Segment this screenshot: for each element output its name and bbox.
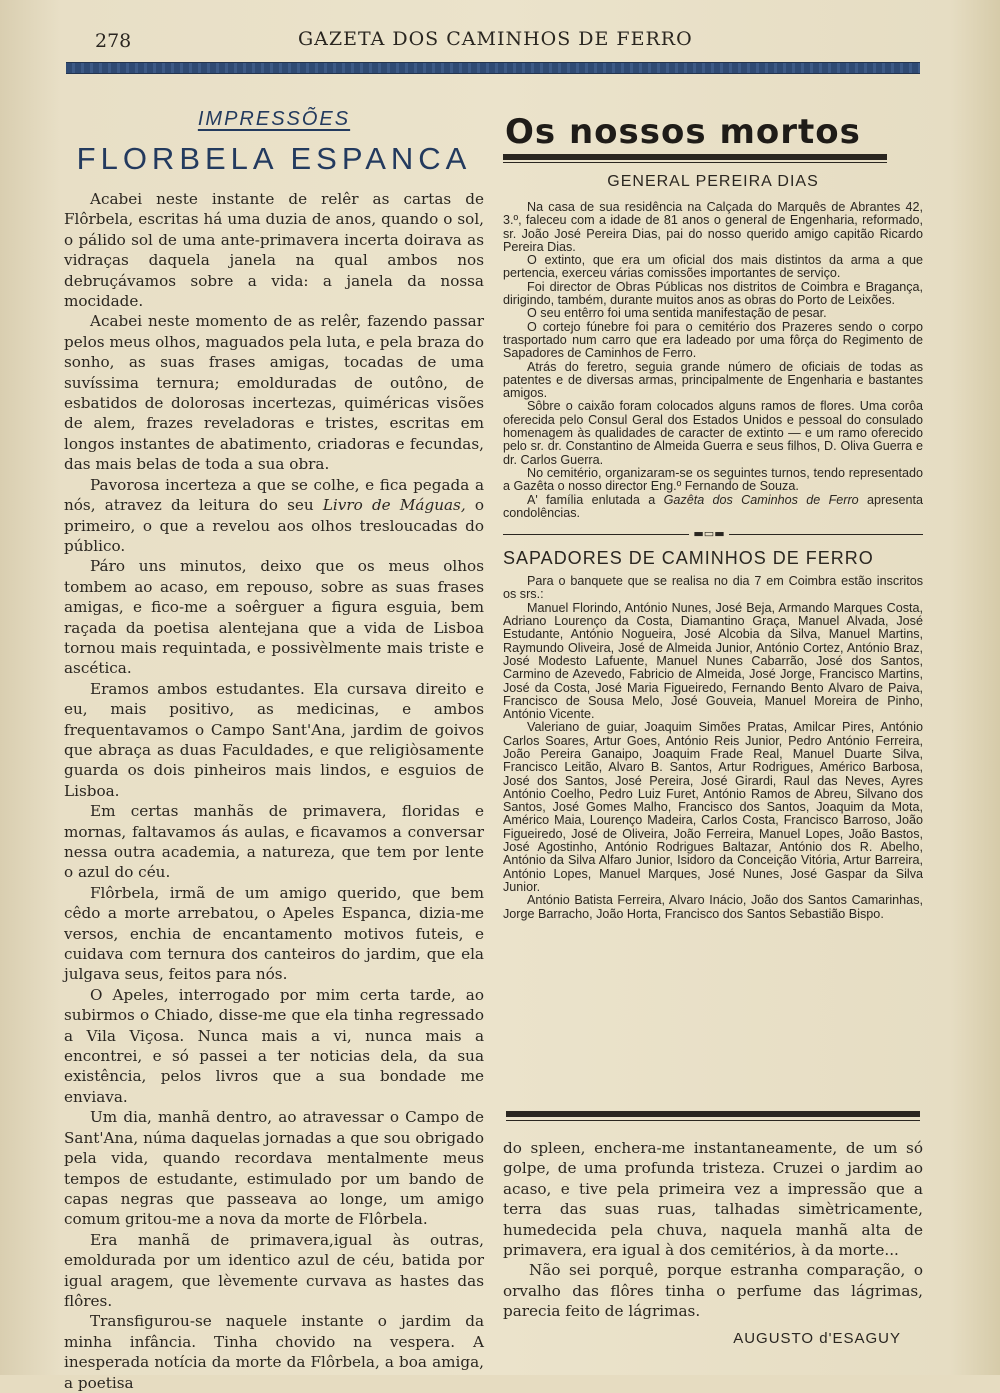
paragraph: António Batista Ferreira, Alvaro Inácio, João dos Santos Camarinhas, Jorge Barracho, João Horta, Francisco dos Santos Sebastião Bispo.	[503, 893, 923, 921]
column-rule	[506, 1111, 920, 1117]
obituary-body	[503, 201, 923, 520]
section-title: SAPADORES DE CAMINHOS DE FERRO	[503, 548, 874, 569]
article-title: FLORBELA ESPANCA	[76, 141, 472, 176]
paragraph: O cortejo fúnebre foi para o cemitério dos Prazeres sendo o corpo trasportado num carro que era ladeado por uma fôrça do Regimento de Sapadores de Caminhos de Ferro.	[503, 319, 923, 361]
train-ornament-icon: ▬▭▬	[689, 528, 729, 540]
section-separator	[503, 526, 923, 542]
paragraph: Sôbre o caixão foram colocados alguns ramos de flores. Uma corôa oferecida pelo Consul Geral dos Estados Unidos e pessoal do consulado homenagem às qualidades de caracter de extinto — e um ramo oferecido pelo sr. dr. Constantino de Almeida Guerra e seus filhos, D. Oliva Guerra e dr. Carlos Guerra.	[503, 399, 923, 467]
left-column	[64, 108, 484, 1393]
paragraph: Manuel Florindo, António Nunes, José Beja, Armando Marques Costa, Adriano Lourenço da Costa, Diamantino Graça, Manuel Alvada, José Estudante, António Nogueira, José Alcobia da Silva, Manuel Martins, Raymundo Oliveira, José de Almeida Junior, António Cortez, António Braz, José Modesto Lafuente, Manuel Nunes Cabarrão, José dos Santos, Carmino de Azevedo, Fabricio de Almeida, José Jorge, Francisco Martins, José da Costa, José Maria Figueiredo, Fernando Bento Alvaro de Paiva, Francisco de Sousa Melo, José Gouveia, Manuel Moreira de Pinho, António Vicente.	[503, 600, 923, 722]
paragraph	[64, 475, 484, 557]
paragraph: Não sei porquê, porque estranha comparação, o orvalho das flôres tinha o perfume das lágrimas, parecia feito de lágrimas.	[503, 1261, 923, 1321]
banquet-list	[503, 575, 923, 921]
right-column	[503, 112, 923, 921]
heading-rule	[503, 154, 887, 160]
paragraph: Acabei neste momento de as relêr, fazendo passar pelos meus olhos, maguados pela luta, e pela braza do sonho, as suas frases amigas, tocadas de uma suvíssima ternura; emolduradas de outôno, de esbatidos de dolorosas incertezas, quiméricas visões de alem, frazes reveladoras e tristes, escritas em longos instantes de abatimento, criadoras e fecundas, das mais belas de toda a sua obra.	[64, 312, 484, 474]
paragraph: Um dia, manhã dentro, ao atravessar o Campo de Sant'Ana, núma daquelas jornadas a que sou obrigado pela vida, quando recordava mentalmente meus tempos de estudante, estimulado por um bando de capas negras que passeava ao longe, um amigo comum gritou-me a nova da morte de Flôrbela.	[64, 1108, 484, 1229]
article-body	[64, 189, 484, 1393]
paragraph: Atrás do feretro, seguia grande número de oficiais de todas as patentes e de diversas armas, principalmente de Engenharia e bastantes amigos.	[503, 359, 923, 401]
heading-rule-thin	[503, 162, 887, 163]
journal-title: GAZETA DOS CAMINHOS DE FERRO	[298, 28, 693, 50]
paragraph: O extinto, que era um oficial dos mais distintos da arma a que pertencia, exerceu várias comissões importantes de serviço.	[503, 253, 923, 281]
paragraph: Flôrbela, irmã de um amigo querido, que bem cêdo a morte arrebatou, o Apeles Espanca, dizia-me versos, enchia de encantamento motivos futeis, e cuidava com ternura dos canteiros do jardim, que ela julgava seus, feitos para nós.	[64, 883, 484, 984]
journal-name: Gazêta dos Caminhos de Ferro	[663, 492, 859, 507]
header-rule	[66, 62, 920, 74]
obituary-subheading: GENERAL PEREIRA DIAS	[607, 173, 819, 190]
page-number: 278	[95, 30, 132, 52]
paragraph-text: apresenta condolências.	[503, 492, 924, 520]
paragraph: Páro uns minutos, deixo que os meus olhos tombem ao acaso, em repouso, sobre as suas frases amigas, e fico-me a soêrguer a figura esguia, bem raçada da poetisa alentejana que a vida de Lisboa tornou mais requintada, e possivèlmente mais triste e ascética.	[64, 557, 484, 678]
paragraph: Na casa de sua residência na Calçada do Marquês de Abrantes 42, 3.º, faleceu com a idade de 81 anos o general de Engenharia, reformado, sr. João José Pereira Dias, pai do nosso querido amigo capitão Ricardo Pereira Dias.	[503, 200, 923, 254]
paragraph: Foi director de Obras Públicas nos distritos de Coimbra e Bragança, dirigindo, também, durante muitos anos as obras do Porto de Leixões.	[503, 279, 923, 308]
article-continuation	[503, 1138, 923, 1347]
paragraph-text: Pavorosa incerteza a que se colhe, e fica pegada a nós, atravez da leitura do seu	[64, 475, 484, 515]
paragraph: Transfigurou-se naquele instante o jardim da minha infância. Tinha chovido na vespera. A inesperada notícia da morte da Flôrbela, a boa amiga, a poetisa	[64, 1312, 484, 1392]
book-title: Livro de Máguas,	[322, 496, 466, 515]
paragraph-text: A' família enlutada a	[527, 492, 664, 507]
author-signature: AUGUSTO d'ESAGUY	[733, 1329, 901, 1347]
paragraph: Eramos ambos estudantes. Ela cursava direito e eu, mais positivo, as medicinas, e ambos frequentavamos o Campo Sant'Ana, jardim de goivos que abraça as duas Faculdades, e que religiòsamente guarda os dois pinheiros mais lindos, e esguios de Lisboa.	[64, 679, 484, 800]
column-rule-thin	[506, 1120, 920, 1121]
paragraph: Era manhã de primavera,igual às outras, emoldurada por um identico azul de céu, batida por igual aragem, que lèvemente curvava as hastes das flôres.	[64, 1230, 484, 1310]
paragraph-text: o primeiro, o que a revelou aos olhos tresloucadas do público.	[64, 496, 484, 555]
paragraph: Em certas manhãs de primavera, floridas e mornas, faltavamos ás aulas, e ficavamos a conversar nessa outra academia, a natureza, que tem por lente o azul do céu.	[64, 802, 484, 882]
paragraph	[503, 494, 923, 521]
paragraph: Para o banquete que se realisa no dia 7 em Coimbra estão inscritos os srs.:	[503, 574, 923, 602]
paragraph: O Apeles, interrogado por mim certa tarde, ao subirmos o Chiado, disse-me que ela tinha regressado a Vila Viçosa. Nunca mais a vi, nunca mais a encontrei, e só passei a ter noticias dela, da sua existência, pelos livros que a sua bondade me enviava.	[64, 985, 484, 1106]
paragraph: Acabei neste instante de relêr as cartas de Flôrbela, escritas há uma duzia de anos, quando o sol, o pálido sol de uma ante-primavera incerta doirava as vidraças daquela janela na qual ambos nos debruçávamos sobre a vida: a janela da nossa mocidade.	[64, 190, 484, 311]
paragraph: Valeriano de guiar, Joaquim Simões Pratas, Amilcar Pires, António Carlos Soares, Artur Goes, António Reis Junior, Pedro António Ferreira, João Pereira Ganaipo, Joaquim Frade Real, Manuel Duarte Silva, Francisco Leitão, Alvaro B. Santos, Artur Rodrigues, Américo Barbosa, José dos Santos, José Pereira, José Girardi, Raul das Neves, Ayres António Coelho, Pedro Luiz Furet, António Ramos de Abreu, Silvano dos Santos, José Gomes Malho, Francisco dos Santos, Joaquim da Mota, Américo Maia, Lourenço Madeira, Carlos Costa, Francisco Barroso, João Figueiredo, José de Oliveira, João Ferreira, Manuel Lopes, João Bastos, José Agostinho, António Rodrigues Baltazar, António dos R. Abelho, António da Silva Alfaro Junior, Isidoro da Conceição Vitória, Artur Barreira, António Lopes, Manuel Marques, José Nunes, José Gaspar da Silva Junior.	[503, 720, 923, 894]
obituary-heading: Os nossos mortos	[505, 112, 861, 152]
paragraph: No cemitério, organizaram-se os seguintes turnos, tendo representado a Gazêta o nosso director Eng.º Fernando de Souza.	[503, 465, 923, 494]
paragraph: do spleen, enchera-me instantaneamente, de um só golpe, de uma profunda tristeza. Cruzei o jardim ao acaso, e tive pela primeira vez a impressão que a terra das suas ruas, talhadas simètricamente, humedecida pela chuva, naquela manhã alta de primavera, era igual à dos cemitérios, à da morte...	[503, 1139, 923, 1260]
section-kicker: IMPRESSÕES	[197, 108, 351, 130]
paragraph: O seu entêrro foi uma sentida manifestação de pesar.	[527, 306, 827, 321]
